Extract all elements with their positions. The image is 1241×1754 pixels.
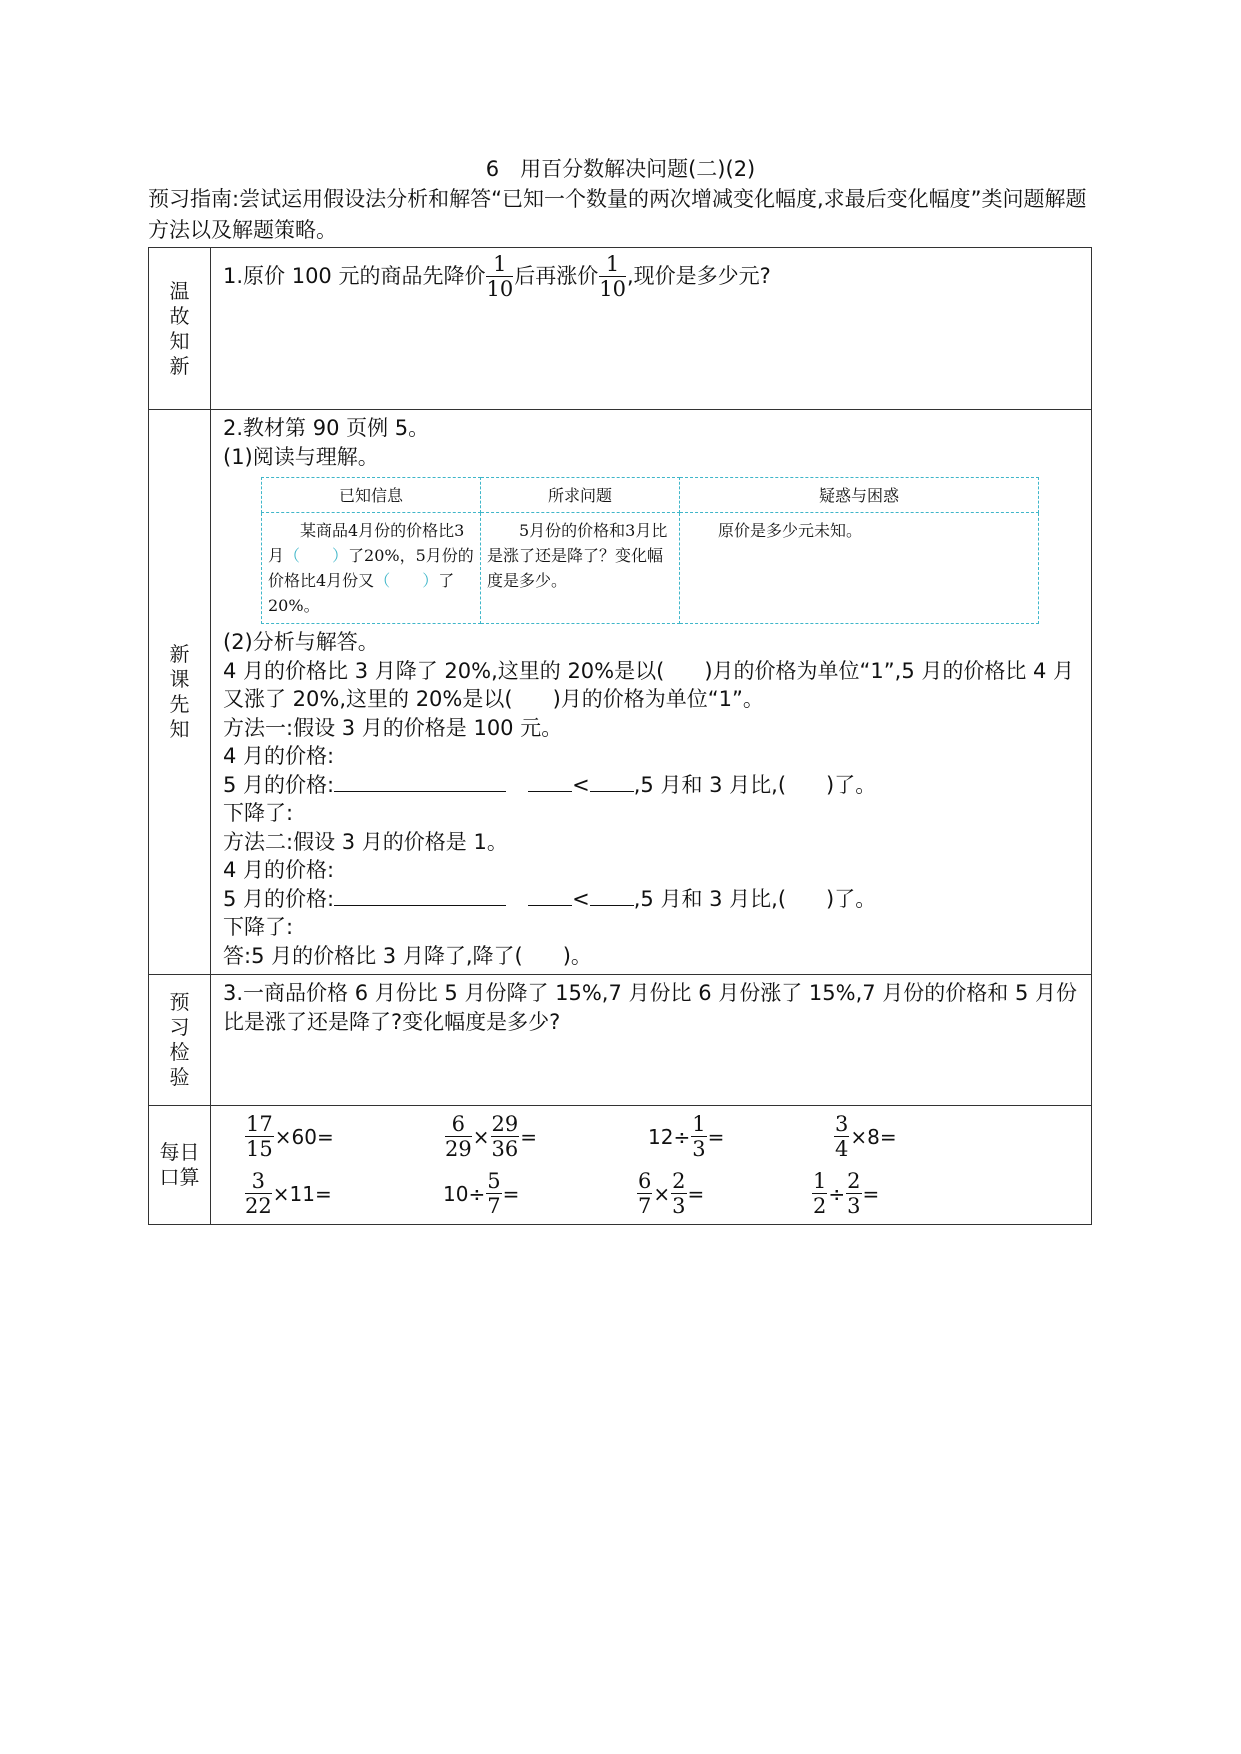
may-price-line: 5 月的价格: < ,5 月和 3 月比,( )了。 [223,886,877,911]
fraction: $\frac{1}{10}$ [486,252,514,301]
calc-item: 12÷ $\frac{1}{3}$ = [648,1112,725,1161]
worksheet-table [148,247,1092,1225]
preview-question: 3.一商品价格 6 月份比 5 月份降了 15%,7 月份比 6 月份涨了 15%,7 月份的价格和 5 月份比是涨了还是降了?变化幅度是多少? [211,975,1092,1106]
calc-item: $\frac{6}{29}$ × $\frac{29}{36}$ = [445,1112,537,1161]
calc-item: $\frac{6}{7}$ × $\frac{2}{3}$ = [638,1169,705,1218]
answer-line: 答:5 月的价格比 3 月降了,降了( )。 [223,943,592,968]
known-info: 某商品4月份的价格比3月（ ）了20%，5月份的价格比4月份又（ ）了20%。 [262,513,481,624]
section-new-lesson [149,410,1092,975]
answer-blank[interactable] [528,771,572,792]
section-label-review: 温 故 知 新 [149,248,211,410]
header-known: 已知信息 [262,478,481,513]
may-price-line: 5 月的价格: < ,5 月和 3 月比,( )了。 [223,772,877,797]
preview-guide: 预习指南:尝试运用假设法分析和解答“已知一个数量的两次增减变化幅度,求最后变化幅度”类问题解题方法以及解题策略。 [148,187,1087,242]
calc-item: $\frac{1}{2}$ ÷ $\frac{2}{3}$ = [813,1169,880,1218]
answer-blank[interactable] [528,885,572,906]
page-title: 6 用百分数解决问题(二)(2) [485,157,756,181]
section-label-daily-calc: 每日 口算 [149,1106,211,1225]
blank-bracket: （ ） [284,546,349,565]
fraction: $\frac{1}{10}$ [599,252,626,301]
review-question: 1.原价 100 元的商品先降价 $\frac{1}{10}$ 后再涨价 $\frac{1}{10}$ ,现价是多少元? [211,248,1092,410]
blank-bracket: （ ） [374,571,439,590]
answer-blank[interactable] [590,885,634,906]
daily-calc-content [211,1106,1092,1225]
answer-blank[interactable] [334,771,506,792]
section-review [149,248,1092,410]
calc-item: $\frac{3}{4}$ ×8= [835,1112,897,1161]
section-daily-calc [149,1106,1092,1225]
calc-item: $\frac{3}{22}$ ×11= [245,1169,332,1218]
analysis-paragraph: 4 月的价格比 3 月降了 20%,这里的 20%是以( )月的价格为单位“1”,5 月的价格比 4 月又涨了 20%,这里的 20%是以( )月的价格为单位“1”。 [223,658,1075,711]
section-label-preview-check: 预 习 检 验 [149,975,211,1106]
doubt-text: 原价是多少元未知。 [680,513,1039,624]
header-doubt: 疑惑与困惑 [680,478,1039,513]
calc-item: $\frac{17}{15}$ ×60= [246,1112,334,1161]
header-question: 所求问题 [481,478,680,513]
answer-blank[interactable] [334,885,506,906]
answer-blank[interactable] [590,771,634,792]
new-lesson-content: 2.教材第 90 页例 5。 (1)阅读与理解。 已知信息 所求问题 疑惑与困惑 某商品4月份的价格比3月（ ）了20%，5月份的价格比4月份又（ ）了20%。 5月份的价格和3月比是涨了还是降了？变化幅度是多少。 原价是多少元未知。 (2)分析与解答。 4 月的价格比 3 月降了 20%,这里的 20%是以( )月的价格为单位“1”,5 月的价格比 4 月又涨了 20%,这里的 20%是以( )月的价格为单位“1”。 方法一:假设 3 月的价格是 100 元。 4 月的价格: 5 月的价格: < ,5 月和 3 月比,( )了。 下降了: 方法二:假设 3 月的价格是 1。 4 月的价格: 5 月的价格: < ,5 月和 3 月比,( )了。 下降了: 答:5 月的价格比 3 月降了,降了( )。 [211,410,1092,975]
asked-question: 5月份的价格和3月比是涨了还是降了？变化幅度是多少。 [481,513,680,624]
calc-item: 10÷ $\frac{5}{7}$ = [443,1169,520,1218]
section-label-new-lesson: 新 课 先 知 [149,410,211,975]
reading-table [261,477,1039,624]
section-preview-check [149,975,1092,1106]
